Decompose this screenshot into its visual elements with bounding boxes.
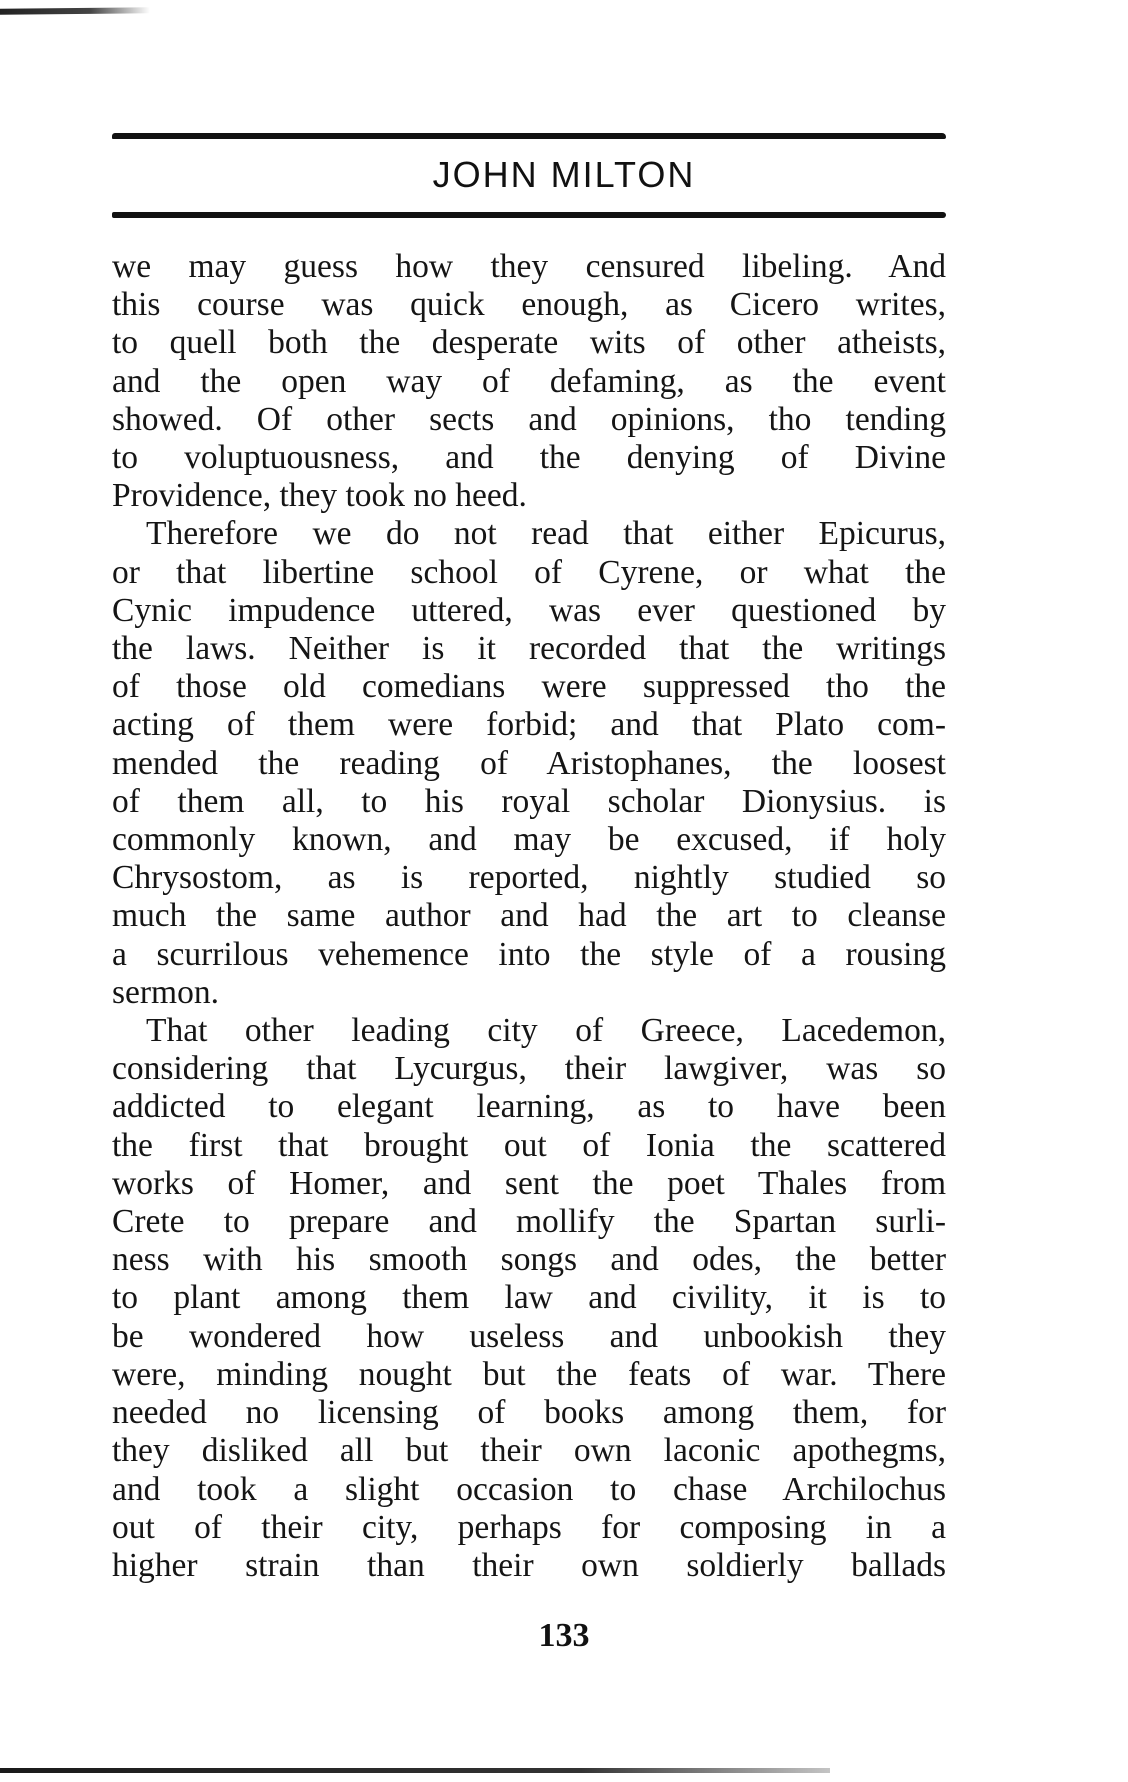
text-line: the first that brought out of Ionia the scattered: [112, 1126, 946, 1164]
body-text: [112, 248, 946, 1585]
text-line: and took a slight occasion to chase Archilochus: [112, 1470, 946, 1508]
text-line: they disliked all but their own laconic apothegms,: [112, 1432, 946, 1470]
text-line: showed. Of other sects and opinions, tho tending: [112, 400, 946, 438]
paragraph-3: [112, 1012, 946, 1585]
text-line: and the open way of defaming, as the event: [112, 362, 946, 400]
text-line: a scurrilous vehemence into the style of a rousing: [112, 935, 946, 973]
text-line: ness with his smooth songs and odes, the better: [112, 1241, 946, 1279]
text-line: needed no licensing of books among them, for: [112, 1394, 946, 1432]
paragraph-2: [112, 515, 946, 1012]
text-line: Chrysostom, as is reported, nightly studied so: [112, 859, 946, 897]
text-line: to voluptuousness, and the denying of Divine: [112, 439, 946, 477]
header-rule-top: [112, 133, 946, 139]
text-line: That other leading city of Greece, Lacedemon,: [146, 1012, 946, 1050]
text-line: out of their city, perhaps for composing in a: [112, 1508, 946, 1546]
text-line: Providence, they took no heed.: [112, 477, 527, 515]
running-head: JOHN MILTON: [432, 154, 696, 195]
text-line: of them all, to his royal scholar Dionysius. is: [112, 782, 946, 820]
text-line: be wondered how useless and unbookish they: [112, 1317, 946, 1355]
text-line: this course was quick enough, as Cicero writes,: [112, 286, 946, 324]
text-line: works of Homer, and sent the poet Thales from: [112, 1164, 946, 1202]
text-line: considering that Lycurgus, their lawgiver, was so: [112, 1050, 946, 1088]
text-line: to quell both the desperate wits of other atheists,: [112, 324, 946, 362]
text-line: Crete to prepare and mollify the Spartan surli-: [112, 1203, 946, 1241]
page-number: 133: [538, 1617, 590, 1654]
header-rule-bottom: [112, 212, 946, 218]
text-line: the laws. Neither is it recorded that the writings: [112, 630, 946, 668]
text-line: to plant among them law and civility, it is to: [112, 1279, 946, 1317]
text-line: of those old comedians were suppressed tho the: [112, 668, 946, 706]
page-edge-mark-bottom: [0, 1768, 830, 1773]
text-line: much the same author and had the art to cleanse: [112, 897, 946, 935]
text-line: Therefore we do not read that either Epicurus,: [146, 515, 946, 553]
text-line: mended the reading of Aristophanes, the loosest: [112, 744, 946, 782]
paragraph-1: [112, 248, 946, 515]
text-line: or that libertine school of Cyrene, or what the: [112, 553, 946, 591]
text-line: addicted to elegant learning, as to have been: [112, 1088, 946, 1126]
text-line: we may guess how they censured libeling. And: [112, 248, 946, 285]
text-line: Cynic impudence uttered, was ever questioned by: [112, 591, 946, 629]
text-line: higher strain than their own soldierly ballads: [112, 1546, 946, 1584]
text-line: commonly known, and may be excused, if holy: [112, 821, 946, 859]
text-line: acting of them were forbid; and that Plato com-: [112, 706, 946, 744]
text-line: sermon.: [112, 973, 219, 1011]
page-edge-mark-top: [0, 7, 150, 15]
text-line: were, minding nought but the feats of war. There: [112, 1355, 946, 1393]
